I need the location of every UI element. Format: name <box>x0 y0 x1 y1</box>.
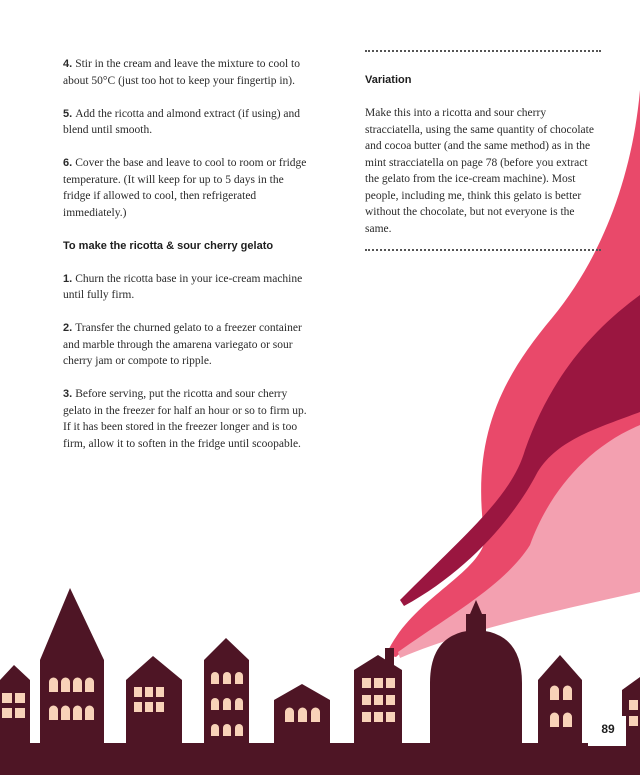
gelato-step-3 <box>63 386 313 452</box>
gelato-subheading: To make the ricotta & sour cherry gelato <box>63 239 274 252</box>
dotted-divider-top <box>365 50 601 52</box>
step-text: Churn the ricotta base in your ice-cream machine until fully firm. <box>63 272 303 301</box>
variation-body: Make this into a ricotta and sour cherry stracciatella, using the same quantity of chocolate and cocoa butter (and the same method) as in the mint stracciatella on page 78 (before you extract the gelato from the ice-cream machine). Most people, including me, think this gelato is better without the chocolate, but not everyone is the same. <box>365 107 594 235</box>
variation-box <box>365 50 601 251</box>
gelato-step-1 <box>63 271 313 304</box>
gelato-step-2 <box>63 320 313 370</box>
page-number: 89 <box>601 722 615 736</box>
variation-title: Variation <box>365 74 412 86</box>
dotted-divider-bottom <box>365 249 601 251</box>
recipe-steps-column <box>63 56 313 469</box>
step-5 <box>63 106 313 139</box>
skyline <box>0 588 640 775</box>
step-number: 5. <box>63 107 73 120</box>
step-number: 1. <box>63 272 73 285</box>
step-text: Transfer the churned gelato to a freezer container and marble through the amarena variegato or sour cherry jam or compote to ripple. <box>63 322 302 367</box>
step-number: 6. <box>63 157 73 169</box>
step-text: Before serving, put the ricotta and sour cherry gelato in the freezer for half an hour or so to firm up. If it has been stored in the freezer longer and is too firm, allow it to soften in the fridge until scoopable. <box>63 388 307 450</box>
step-text: Add the ricotta and almond extract (if using) and blend until smooth. <box>63 107 301 136</box>
step-4 <box>63 56 313 89</box>
step-number: 3. <box>63 388 73 400</box>
step-text: Stir in the cream and leave the mixture to cool to about 50°C (just too hot to keep your fingertip in). <box>63 58 301 87</box>
step-number: 4. <box>63 58 73 70</box>
step-text: Cover the base and leave to cool to room or fridge temperature. (It will keep for up to 5 days in the fridge if allowed to cool, then refrigerated immediately.) <box>63 157 307 219</box>
step-number: 2. <box>63 322 73 334</box>
step-6 <box>63 155 313 221</box>
